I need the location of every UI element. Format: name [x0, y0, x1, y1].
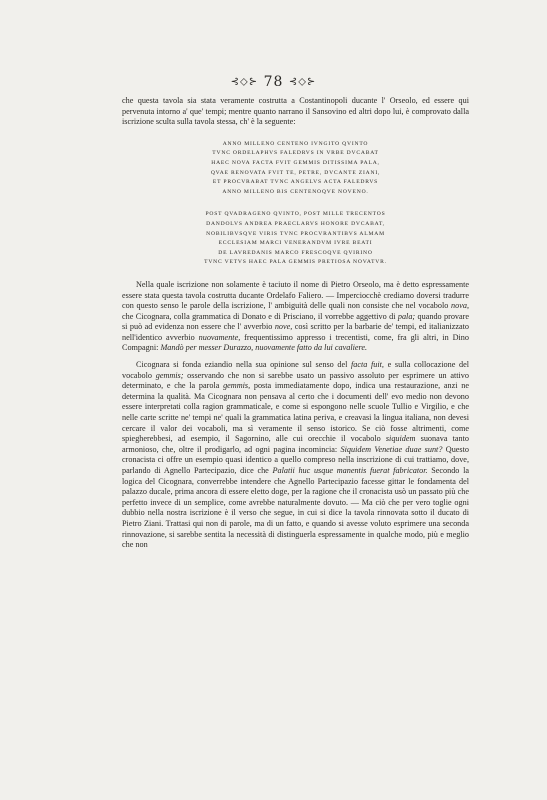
intro-paragraph: che questa tavola sia stata veramente costrutta a Costantinopoli ducante l' Orseolo, ed essere qui pervenuta intorno a' que' tempi; mentre quanto narrano il Sansovino ed altri dopo lui, è comprovato dalla iscrizione sculta sulla tavola stessa, ch' è la seguente:: [122, 96, 469, 127]
inscription-line: TVNC VETVS HAEC PALA GEMMIS PRETIOSA NOVATVR.: [204, 259, 387, 266]
right-ornament-icon: ⊰◇⊱: [288, 76, 317, 88]
italic-quote: Siquidem Venetiae duae sunt?: [340, 444, 443, 454]
italic-term: gemmis;: [155, 370, 184, 380]
inscription-line: ET PROCVRABAT TVNC ANGELVS ACTA FALEDRVS: [212, 179, 379, 186]
paragraph-2: [122, 360, 469, 551]
inscription-line: POST QVADRAGENO QVINTO, POST MILLE TRECENTOS: [205, 211, 386, 218]
left-ornament-icon: ⊰◇⊱: [230, 76, 259, 88]
italic-term: gemmis,: [223, 381, 251, 391]
inscription-line: ANNO MILLENO CENTENO IVNGITO QVINTO: [222, 140, 369, 147]
page-header: [0, 74, 547, 90]
text-run: suonava tanto armonioso, che, oltre il prodigarlo, ad ogni pagina incomincia:: [122, 434, 470, 454]
inscription-line: DE LAVREDANIS MARCO FRESCOQVE QVIRINO: [218, 249, 373, 256]
text-run: quando provare si può ad evidenza non essere che l' avverbio: [122, 311, 469, 332]
inscription-line: QVAE RENOVATA FVIT TE, PETRE, DVCANTE ZIANI,: [210, 169, 381, 176]
italic-term: siquidem: [385, 434, 416, 444]
italic-term: facta fuit,: [351, 360, 384, 370]
italic-term: nove,: [274, 322, 293, 332]
text-run: così scritto per la barbarie de' tempi, ed italianizzato nell'identico avverbio: [122, 322, 469, 342]
inscription-line: NOBILIBVSQVE VIRIS TVNC PROCVRANTIBVS ALMAM: [206, 230, 385, 237]
text-run: e sulla collocazione del vocabolo: [122, 360, 469, 380]
text-run: frequentissimo appresso i trecentisti, come, fra gli altri, in Dino Compagni:: [122, 332, 469, 353]
inscription-line: DANDOLVS ANDREA PRAECLARVS HONORE DVCABAT,: [206, 220, 385, 227]
text-run: Cicognara si fonda eziandio nella sua opinione sul senso del: [136, 360, 352, 370]
page-body: [122, 96, 469, 551]
text-run: Nella quale iscrizione non solamente è taciuto il nome di Pietro Orseolo, ma è detto espressamente essere stata questa tavola costrutta ducante Ordelafo Faliero. — Imperciocchè crediamo doversi tradurre con questo senso le parole della iscrizione, l' ambiguità delle quali non consiste che nel vocabolo: [122, 279, 469, 311]
inscription-line: ECCLESIAM MARCI VENERANDVM IVRE BEATI: [218, 240, 373, 247]
italic-quote: Palatii huc usque manentis fuerat fabricator.: [272, 466, 428, 475]
text-run: Secondo la logica del Cicognara, converrebbe intendere che Agnello Partecipazio facesse gittar le fondamenta del palazzo ducale, prima ancora di essere eletto doge, per la ragione che il cronacista usò un passato più che perfetto invece di un semplice, come avrebbe naturalmente dovuto. — Ma ciò che per vero toglie ogni dubbio nella nostra iscrizione è il verso che segue, in cui si dice la tavola rinnovata sotto il ducato di Pietro Ziani. Trattasi qui non di parole, ma di un fatto, e quando si avesse voluto esprimere una seconda rinnovazione, si sarebbe sentita la necessità di distinguerla espressamente in qualche modo, più e meglio che non: [122, 466, 469, 550]
italic-quote: Mandò per messer Durazzo, nuovamente fatto da lui cavaliere.: [160, 343, 368, 353]
italic-term: pala;: [397, 311, 416, 321]
inscription-1: [122, 140, 469, 198]
italic-term: nuovamente,: [198, 332, 241, 342]
inscription-2: [122, 210, 469, 268]
text-run: osservando che non si sarebbe usato un passivo assoluto per esprimere un attivo determinato, e che la parola: [122, 370, 469, 391]
inscription-line: TVNC ORDELAPHVS FALEDRVS IN VRBE DVCABAT: [212, 150, 379, 157]
text-run: posta immediatamente dopo, indica una restaurazione, anzi ne determina la qualità. Ma Cicognara non pensava al certo che i documenti dell' evo medio non devono essere interpretati colla ragion grammaticale, e come si espongono nelle scuole Tullio e Virgilio, e che nelle carte scritte ne' tempi ne' quali la grammatica latina periva, e creavasi la lingua italiana, non devesi cercare il valor dei vocaboli, ma sì veramente il senso istorico. Se ciò fosse altrimenti, come spiegherebbesi, ad esempio, il Sagornino, alle cui orecchie il vocabolo: [122, 381, 469, 444]
text-run: Questo cronacista ci offre un esempio quasi identico a quello compreso nella inscrizione di cui trattiamo, dove, parlando di Agnello Partecipazio, dice che: [122, 444, 469, 475]
inscription-line: ANNO MILLENO BIS CENTENOQVE NOVENO.: [222, 188, 369, 195]
italic-term: nova: [451, 301, 467, 311]
page-number: 78: [263, 74, 284, 90]
text-run: , che Cicognara, colla grammatica di Donato e di Prisciano, il vorrebbe aggettivo di: [122, 301, 469, 321]
paragraph-1: [122, 280, 469, 354]
inscription-line: HAEC NOVA FACTA FVIT GEMMIS DITISSIMA PALA,: [211, 159, 380, 166]
